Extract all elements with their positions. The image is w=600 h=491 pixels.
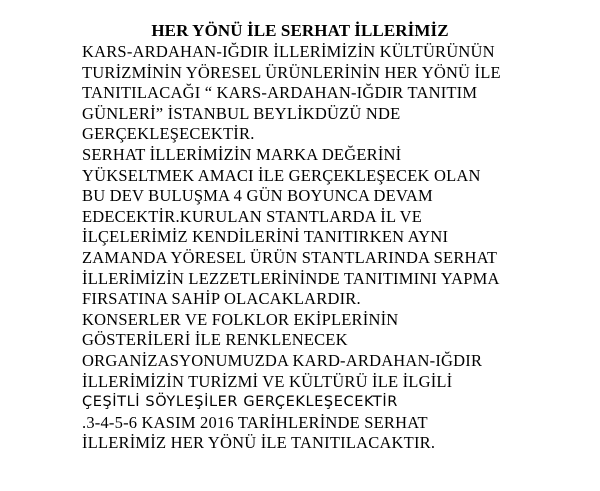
- body-line: ÇEŞİTLİ SÖYLEŞİLER GERÇEKLEŞECEKTİR: [82, 394, 398, 411]
- body-line: YÜKSELTMEK AMACI İLE GERÇEKLEŞECEK OLAN: [82, 165, 481, 185]
- body-line: İLLERİMİZ HER YÖNÜ İLE TANITILACAKTIR.: [82, 433, 436, 453]
- body-line: GÜNLERİ” İSTANBUL BEYLİKDÜZÜ NDE: [82, 103, 401, 123]
- body-line: BU DEV BULUŞMA 4 GÜN BOYUNCA DEVAM: [82, 186, 433, 206]
- body-line: ORGANİZASYONUMUZDA KARD-ARDAHAN-IĞDIR: [82, 350, 483, 370]
- body-line: İLLERİMİZİN LEZZETLERİNİNDE TANITIMINI YAPMA: [82, 268, 500, 288]
- body-line: İLLERİMİZİN TURİZMİ VE KÜLTÜRÜ İLE İLGİLİ: [82, 371, 453, 391]
- body-line: .3-4-5-6 KASIM 2016 TARİHLERİNDE SERHAT: [82, 412, 428, 432]
- body-line: TANITILACAĞI “ KARS-ARDAHAN-IĞDIR TANITIM: [82, 83, 478, 103]
- body-line: FIRSATINA SAHİP OLACAKLARDIR.: [82, 289, 361, 309]
- body-line: EDECEKTİR.KURULAN STANTLARDA İL VE: [82, 206, 423, 226]
- body-line: KONSERLER VE FOLKLOR EKİPLERİNİN: [82, 309, 399, 329]
- body-line: KARS-ARDAHAN-IĞDIR İLLERİMİZİN KÜLTÜRÜNÜN: [82, 42, 495, 61]
- body-line: GÖSTERİLERİ İLE RENKLENECEK: [82, 330, 348, 350]
- body-line: İLÇELERİMİZ KENDİLERİNİ TANITIRKEN AYNI: [82, 227, 449, 247]
- document-body: [82, 42, 582, 454]
- body-line: SERHAT İLLERİMİZİN MARKA DEĞERİNİ: [82, 144, 402, 164]
- body-line: GERÇEKLEŞECEKTİR.: [82, 124, 255, 144]
- document-title: HER YÖNÜ İLE SERHAT İLLERİMİZ: [151, 21, 449, 40]
- body-line: ZAMANDA YÖRESEL ÜRÜN STANTLARINDA SERHAT: [82, 247, 498, 267]
- body-line: TURİZMİNİN YÖRESEL ÜRÜNLERİNİN HER YÖNÜ İLE: [82, 62, 501, 82]
